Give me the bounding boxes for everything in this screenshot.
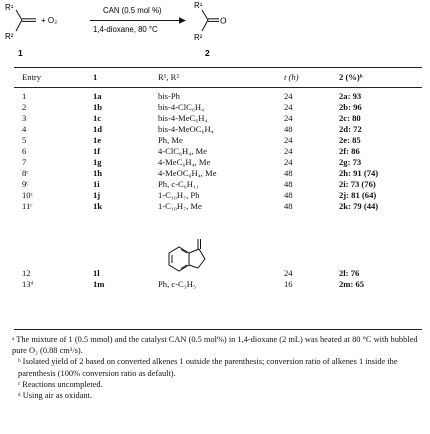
row-substrate: 1l [93,268,100,278]
row-r-groups: bis-Ph [158,91,180,101]
row-yield: 2a: 93 [339,91,362,101]
footnote-c: ᶜ Reactions uncompleted. [18,379,103,389]
table-row [0,124,430,135]
row-substrate: 1f [93,146,101,156]
row-entry: 8ᶜ [22,168,29,178]
row-r-groups: 4-MeC₆H₄, Me [158,157,211,167]
row-entry: 13ᵈ [22,279,34,289]
header-yield: 2 (%)ᵇ [339,72,363,82]
product-number: 2 [205,48,210,58]
row-yield: 2e: 85 [339,135,361,145]
table-row [0,113,430,124]
row-time: 24 [284,91,293,101]
row-entry: 4 [22,124,27,134]
row-r-groups: 4-ClC₆H₄, Me [158,146,207,156]
row-yield: 2i: 73 (76) [339,179,376,189]
row-entry: 2 [22,102,27,112]
row-yield: 2l: 76 [339,268,360,278]
product-r2: R² [194,33,203,42]
plus-oxygen: + O₂ [41,16,58,25]
table-header-rule [14,87,422,88]
row-yield: 2g: 73 [339,157,362,167]
row-time: 24 [284,268,293,278]
row-entry: 6 [22,146,27,156]
row-entry: 9ᶜ [22,179,29,189]
table-footnotes [12,334,422,401]
table-row [0,91,430,102]
table-row [0,201,430,212]
table-row [0,190,430,201]
substrate-structure [16,10,36,31]
row-substrate: 1d [93,124,103,134]
substrate-r2: R² [5,32,14,41]
header-entry: Entry [22,72,42,82]
footnote-d: ᵈ Using air as oxidant. [18,391,93,401]
table-row [0,135,430,146]
table-top-rule [14,67,422,68]
row-entry: 11ᶜ [22,201,33,211]
row-time: 24 [284,146,293,156]
row-r-groups: Ph, c-C₃H₅ [158,279,196,289]
table-row [0,146,430,157]
table-row [0,157,430,168]
reaction-scheme [0,0,430,62]
header-r-groups: R¹, R² [158,72,179,82]
row-yield: 2j: 81 (64) [339,190,377,200]
condition-solvent: 1,4-dioxane, 80 °C [93,25,158,34]
row-substrate: 1c [93,113,102,123]
condition-catalyst: CAN (0.5 mol %) [103,6,162,15]
row-time: 48 [284,124,293,134]
row-substrate: 1m [93,279,105,289]
product-r1: R¹ [194,1,203,10]
row-entry: 10ᶜ [22,190,33,200]
row-time: 16 [284,279,293,289]
row-substrate: 1k [93,201,103,211]
row-yield: 2b: 96 [339,102,362,112]
header-substrate: 1 [93,72,98,82]
row-time: 24 [284,135,293,145]
row-yield: 2m: 65 [339,279,365,289]
row-substrate: 1j [93,190,101,200]
row-r-groups: bis-4-MeC₆H₄ [158,113,208,123]
row-time: 24 [284,113,293,123]
footnote-b: ᵇ Isolated yield of 2 based on converted alkenes 1 outside the parenthesis; conversion ratio of alkenes 1 inside the parenthesis (100% conversion ratio as default). [18,357,398,378]
row-substrate: 1h [93,168,103,178]
row-yield: 2f: 86 [339,146,360,156]
row-substrate: 1e [93,135,102,145]
row-yield: 2d: 72 [339,124,362,134]
row-substrate: 1g [93,157,102,167]
substrate-number: 1 [18,48,23,58]
row-entry: 7 [22,157,27,167]
row-time: 48 [284,179,293,189]
product-o: O [220,15,227,26]
row-time: 24 [284,102,293,112]
row-r-groups: Ph, c-C₆H₁₁ [158,179,199,189]
row-time: 24 [284,157,293,167]
row-time: 48 [284,190,293,200]
substrate-r1: R¹ [5,3,14,12]
row-entry: 3 [22,113,27,123]
row-entry: 1 [22,91,27,101]
footnote-a: ᵃ The mixture of 1 (0.5 mmol) and the catalyst CAN (0.5 mol%) in 1,4-dioxane (2 mL) was heated at 80 °C with bubbled pure O₂ (0.88 cm³/s). [12,335,418,356]
table-row [0,168,430,179]
row-yield: 2k: 79 (44) [339,201,379,211]
table-row [0,102,430,113]
row-time: 48 [284,201,293,211]
entry-12-structure [155,237,217,283]
row-substrate: 1i [93,179,100,189]
row-substrate: 1b [93,102,103,112]
table-bottom-rule [14,329,422,330]
row-r-groups: 1-C₁₀H₇, Me [158,201,202,211]
row-r-groups: Ph, Me [158,135,183,145]
row-entry: 12 [22,268,31,278]
row-yield: 2h: 91 (74) [339,168,379,178]
row-entry: 5 [22,135,27,145]
table-header [0,72,430,83]
row-time: 48 [284,168,293,178]
row-substrate: 1a [93,91,102,101]
product-structure [202,10,219,31]
row-yield: 2c: 80 [339,113,361,123]
row-r-groups: bis-4-MeOC₆H₄ [158,124,214,134]
row-r-groups: 1-C₁₀H₇, Ph [158,190,200,200]
row-r-groups: bis-4-ClC₆H₄ [158,102,205,112]
row-r-groups: 4-MeOC₆H₄, Me [158,168,217,178]
header-time: t (h) [284,72,299,82]
table-row [0,179,430,190]
